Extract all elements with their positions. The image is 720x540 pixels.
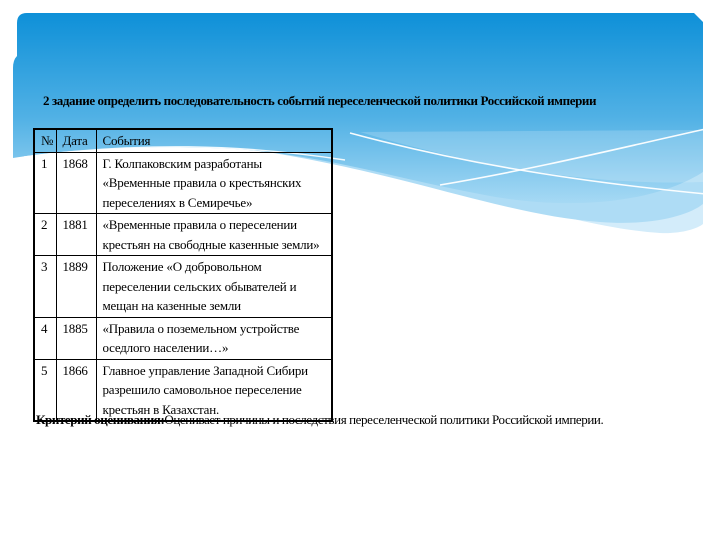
cell-event: Главное управление Западной Сибири разрешило самовольное переселение крестьян в Казахстан. <box>96 359 332 421</box>
table-row <box>34 256 332 318</box>
cell-date: 1889 <box>56 256 96 318</box>
cell-date: 1885 <box>56 317 96 359</box>
table-row <box>34 317 332 359</box>
table-row <box>34 152 332 214</box>
criteria-text: Оценивает причины и последствия переселенческой политики Российской империи. <box>164 412 604 427</box>
cell-date: 1881 <box>56 214 96 256</box>
cell-number: 4 <box>34 317 56 359</box>
cell-date: 1868 <box>56 152 96 214</box>
col-header-date: Дата <box>56 129 96 152</box>
cell-number: 3 <box>34 256 56 318</box>
cell-number: 1 <box>34 152 56 214</box>
cell-event: Г. Колпаковским разработаны «Временные правила о крестьянских переселениях в Семиречье» <box>96 152 332 214</box>
cell-event: «Правила о поземельном устройстве оседлого населении…» <box>96 317 332 359</box>
events-table <box>33 128 333 422</box>
col-header-events: События <box>96 129 332 152</box>
table-header-row <box>34 129 332 152</box>
cell-number: 2 <box>34 214 56 256</box>
cell-event: Положение «О добровольном переселении сельских обывателей и мещан на казенные земли <box>96 256 332 318</box>
cell-date: 1866 <box>56 359 96 421</box>
criteria-line <box>36 412 696 428</box>
col-header-number: № <box>34 129 56 152</box>
cell-event: «Временные правила о переселении крестьян на свободные казенные земли» <box>96 214 332 256</box>
cell-number: 5 <box>34 359 56 421</box>
table-row <box>34 214 332 256</box>
criteria-label: Критерий оценивания: <box>36 412 165 427</box>
slide-title: 2 задание определить последовательность событий переселенческой политики Российской империи <box>43 93 597 108</box>
